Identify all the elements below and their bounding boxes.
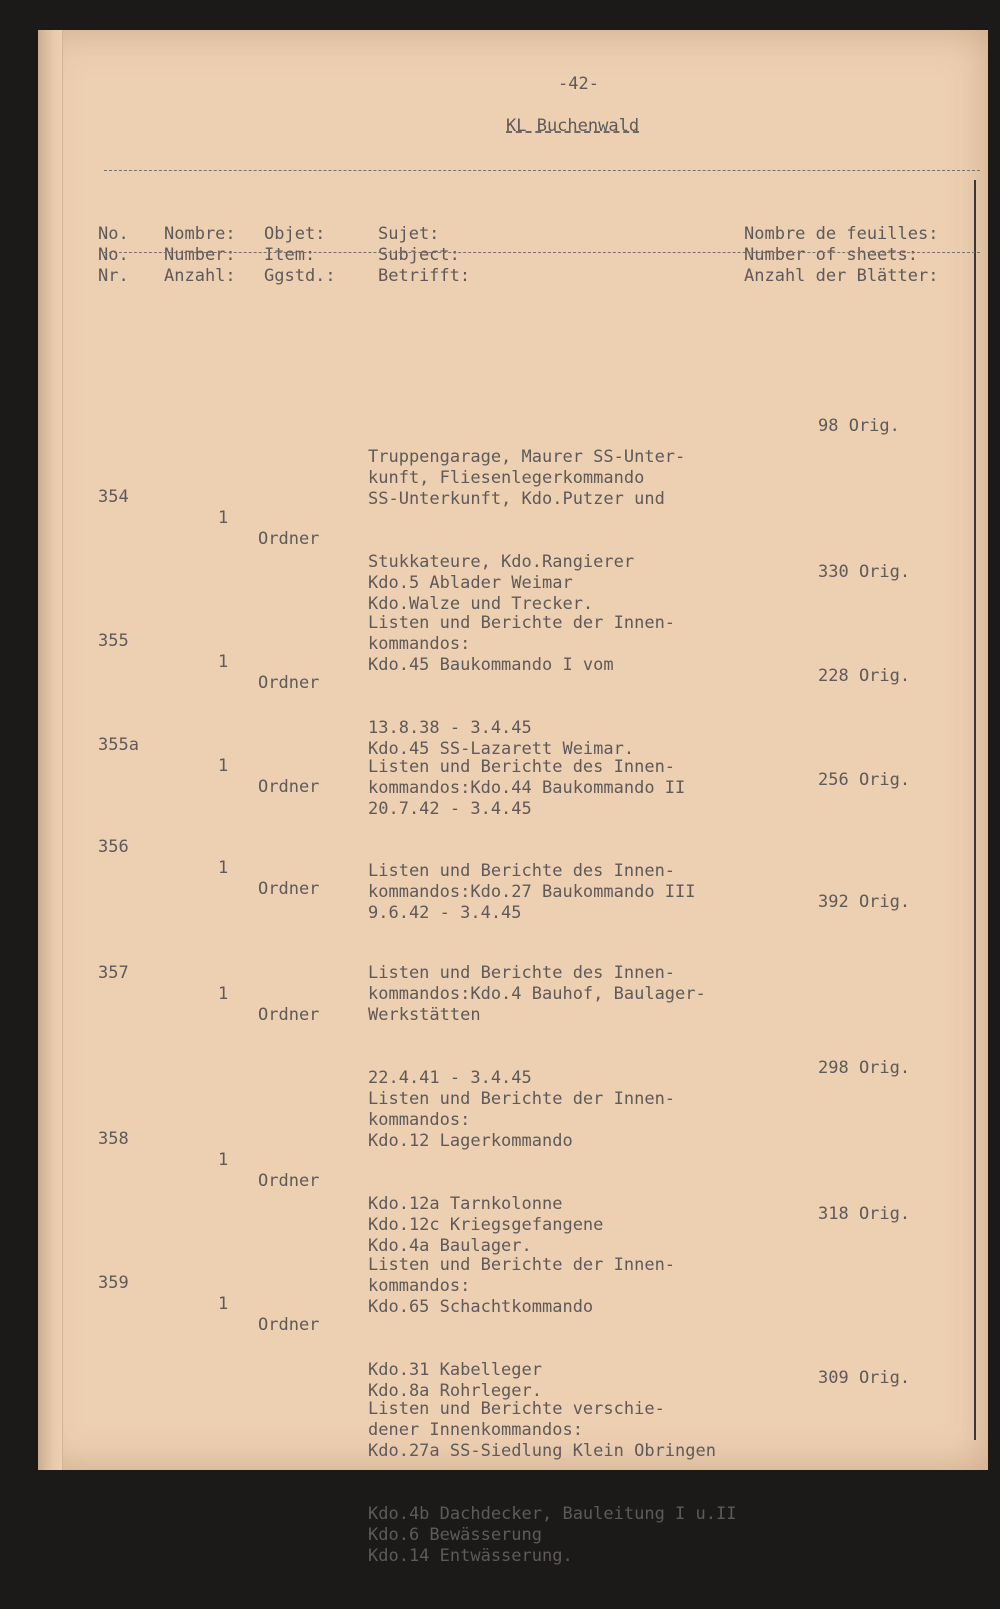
- entry-sheets: 256 Orig.: [818, 770, 911, 790]
- entry-item: Ordner: [258, 1005, 320, 1025]
- entry-quantity: 1: [218, 652, 229, 672]
- entry-sheets: 228 Orig.: [818, 666, 911, 686]
- entry-subject: Listen und Berichte des Innen- kommandos:Kdo.27 Baukommando III 9.6.42 - 3.4.45: [368, 861, 696, 923]
- entry-sheets: 318 Orig.: [818, 1204, 911, 1224]
- entry-number: 357: [98, 963, 129, 983]
- entry-item: Ordner: [258, 673, 320, 693]
- header-col-item: Objet: Item: Ggstd.:: [264, 224, 336, 286]
- header-col-no: No. No. Nr.: [98, 224, 129, 286]
- entry-quantity: 1: [218, 508, 229, 528]
- entry-number: 359: [98, 1273, 129, 1293]
- document-page: [38, 30, 988, 1566]
- entry-number: 356: [98, 837, 129, 857]
- entry-subject: Truppengarage, Maurer SS-Unter- kunft, Fliesenlegerkommando SS-Unterkunft, Kdo.Putzer und Stukkateure, Kdo.Rangierer Kdo.5 Ablader Weimar Kdo.Walze und Trecker.: [368, 447, 686, 614]
- entry-item: Ordner: [258, 879, 320, 899]
- entry-quantity: 1: [218, 984, 229, 1004]
- entry-subject: Listen und Berichte der Innen- kommandos: Kdo.12 Lagerkommando Kdo.12a Tarnkolonne Kdo.12c Kriegsgefangene Kdo.4a Baulager.: [368, 1089, 676, 1256]
- entry-quantity: 1: [218, 1294, 229, 1314]
- entry-subject: Listen und Berichte des Innen- kommandos:Kdo.4 Bauhof, Baulager- Werkstätten 22.4.41 - 3.4.45: [368, 963, 706, 1088]
- entry-item: Ordner: [258, 1315, 320, 1335]
- entry-sheets: 298 Orig.: [818, 1058, 911, 1078]
- entry-subject: Listen und Berichte verschie- dener Innenkommandos: Kdo.27a SS-Siedlung Klein Obringen Kdo.4b Dachdecker, Bauleitung I u.II Kdo.6 Bewässerung Kdo.14 Entwässerung.: [368, 1399, 737, 1566]
- entry-quantity: 1: [218, 858, 229, 878]
- page-title: KL Buchenwald: [506, 116, 640, 136]
- entry-subject: Listen und Berichte des Innen- kommandos:Kdo.44 Baukommando II 20.7.42 - 3.4.45: [368, 757, 686, 819]
- header-col-subject: Sujet: Subject: Betrifft:: [378, 224, 471, 286]
- entry-subject: Listen und Berichte der Innen- kommandos: Kdo.45 Baukommando I vom 13.8.38 - 3.4.45 Kdo.45 SS-Lazarett Weimar.: [368, 613, 676, 759]
- entry-number: 354: [98, 487, 129, 507]
- entry-subject: Listen und Berichte der Innen- kommandos: Kdo.65 Schachtkommando Kdo.31 Kabelleger Kdo.8a Rohrleger.: [368, 1255, 676, 1401]
- entry-quantity: 1: [218, 1150, 229, 1170]
- entry-number: 355a: [98, 735, 139, 755]
- header-rule-bottom: [104, 252, 980, 253]
- entry-number: 358: [98, 1129, 129, 1149]
- entry-item: Ordner: [258, 1171, 320, 1191]
- header-col-number: Nombre: Number: Anzahl:: [164, 224, 236, 286]
- entry-sheets: 392 Orig.: [818, 892, 911, 912]
- entry-sheets: 98 Orig.: [818, 416, 900, 436]
- entry-sheets: 309 Orig.: [818, 1368, 911, 1388]
- entry-quantity: 1: [218, 756, 229, 776]
- page-number: -42-: [558, 74, 599, 94]
- header-rule-top: [104, 170, 980, 171]
- entry-number: 355: [98, 631, 129, 651]
- entry-item: Ordner: [258, 529, 320, 549]
- entry-item: Ordner: [258, 777, 320, 797]
- page-edge-line: [974, 180, 976, 1440]
- header-col-sheets: Nombre de feuilles: Number of sheets: Anzahl der Blätter:: [744, 224, 939, 286]
- entry-sheets: 330 Orig.: [818, 562, 911, 582]
